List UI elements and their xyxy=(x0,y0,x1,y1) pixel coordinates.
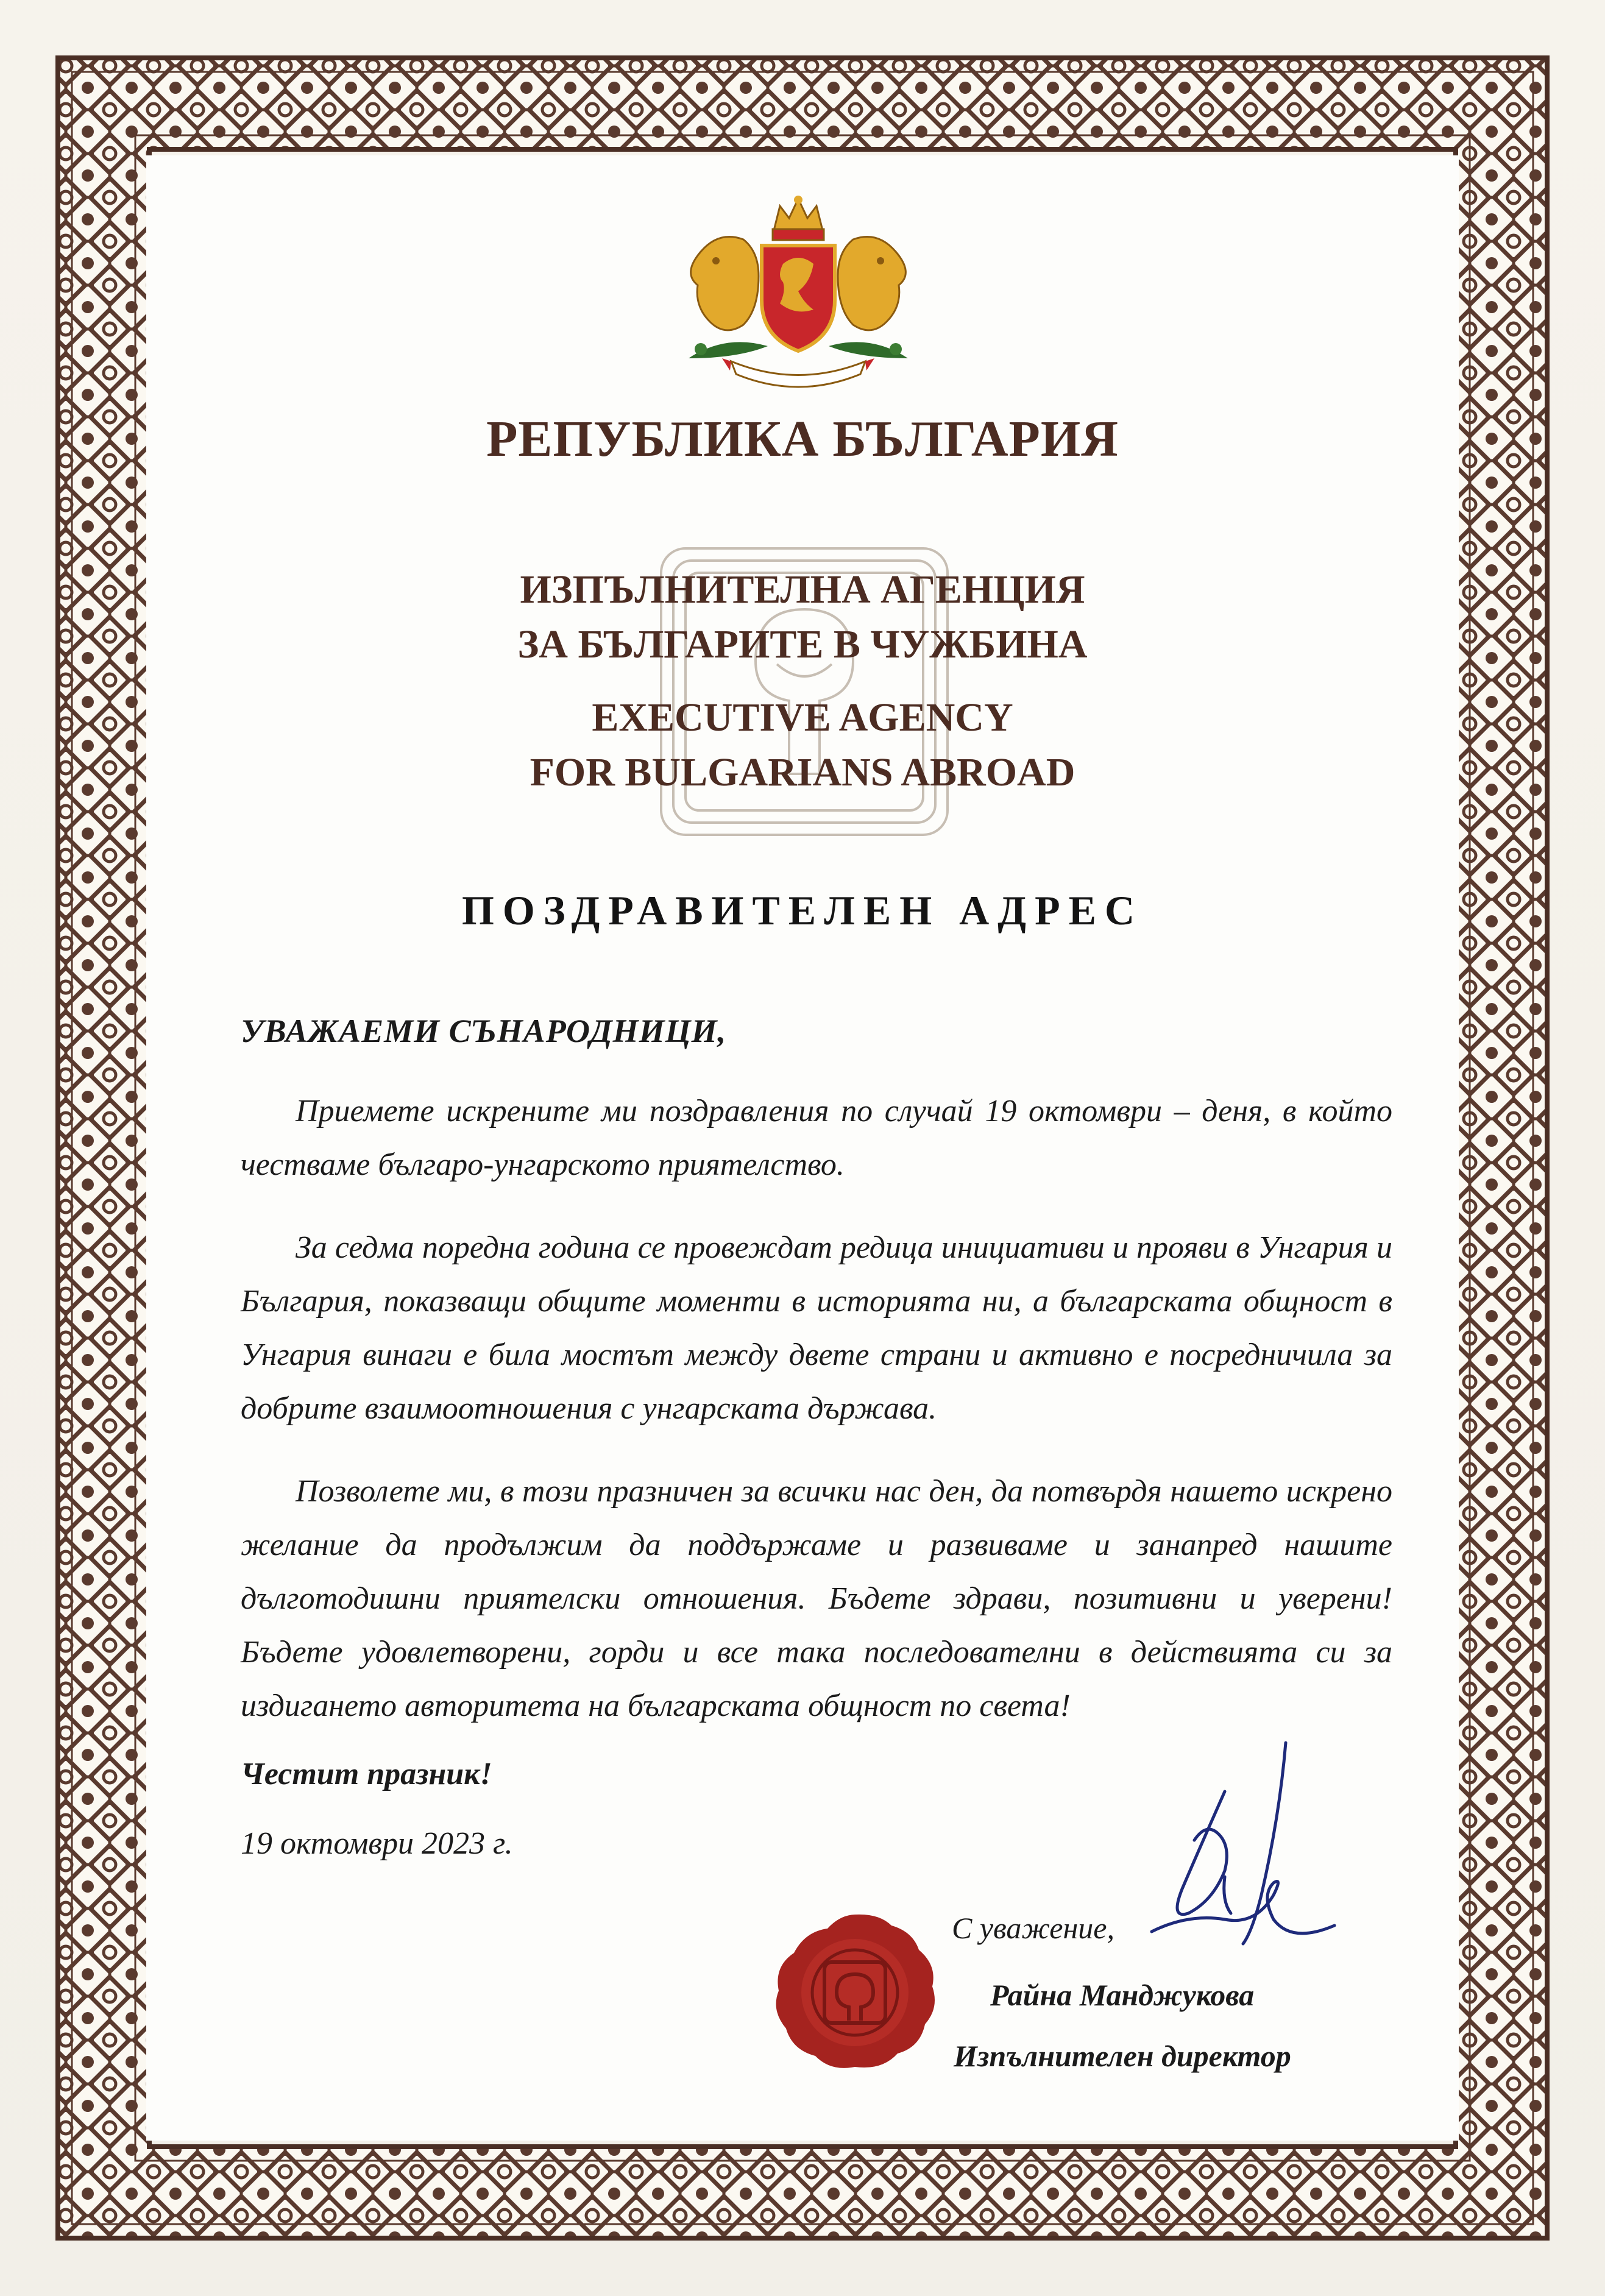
paragraph-3 xyxy=(241,1465,1392,1733)
closing-greeting: Честит празник! xyxy=(241,1757,492,1791)
coat-of-arms-icon xyxy=(664,194,932,395)
document-title: ПОЗДРАВИТЕЛЕН АДРЕС xyxy=(461,887,1144,934)
paragraph-1 xyxy=(241,1085,1392,1192)
paragraph-2-text: За седма поредна година се провеждат редица инициативи и прояви в Унгария и България, показващи общите моменти в историята ни, а българската общност в Унгария винаги е била мостът между двете страни и активно е посредничила за добрите взаимоотношения с унгарската държава. xyxy=(241,1230,1392,1426)
agency-name-bg-line1: ИЗПЪЛНИТЕЛНА АГЕНЦИЯ xyxy=(520,567,1085,612)
regards-text: С уважение, xyxy=(952,1911,1114,1945)
signer-title: Изпълнителен директор xyxy=(954,2039,1291,2073)
agency-name-en-line1: EXECUTIVE AGENCY xyxy=(592,695,1013,740)
signature-icon xyxy=(1133,1737,1359,1993)
republic-heading: РЕПУБЛИКА БЪЛГАРИЯ xyxy=(486,411,1119,467)
paragraph-2 xyxy=(241,1221,1392,1436)
signer-name: Райна Манджукова xyxy=(990,1978,1255,2012)
agency-name-bg-line2: ЗА БЪЛГАРИТЕ В ЧУЖБИНА xyxy=(517,622,1088,667)
paragraph-1-text: Приемете искрените ми поздравления по случай 19 октомври – деня, в който честваме българо-унгарското приятелство. xyxy=(241,1094,1392,1182)
agency-name-en-line2: FOR BULGARIANS ABROAD xyxy=(530,750,1075,795)
wax-seal-icon xyxy=(760,1907,949,2078)
document-date: 19 октомври 2023 г. xyxy=(241,1826,513,1861)
paragraph-3-text: Позволете ми, в този празничен за всички нас ден, да потвърдя нашето искрено желание да продължим да поддържаме и развиваме и занапред нашите дълготодишни приятелски отношения. Бъдете здрави, позитивни и уверени! Бъдете удовлетворени, горди и все така последователни в действията си за издигането авторитета на българската общност по света! xyxy=(241,1474,1392,1723)
salutation: УВАЖАЕМИ СЪНАРОДНИЦИ, xyxy=(241,1013,727,1049)
